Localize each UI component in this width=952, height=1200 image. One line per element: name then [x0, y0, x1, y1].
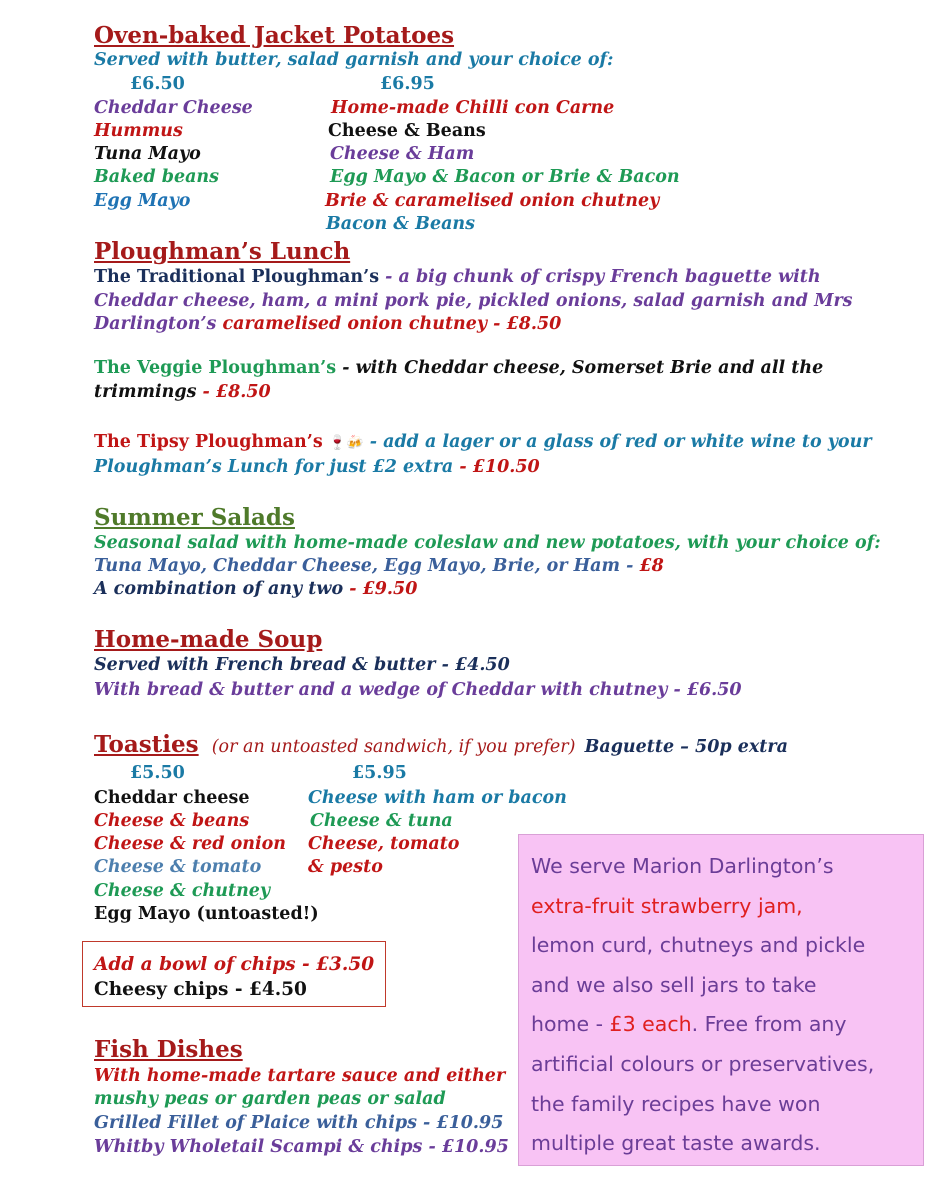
jacket-price-2: £6.95: [380, 74, 435, 94]
fish-line-2: mushy peas or garden peas or salad: [94, 1089, 446, 1109]
veggie-desc: - with Cheddar cheese, Somerset Brie and all the: [342, 358, 824, 378]
jam-line: and we also sell jars to take: [531, 972, 817, 997]
traditional-desc: - a big chunk of crispy French baguette with: [385, 267, 821, 287]
soup-line-1: Served with French bread & butter - £4.50: [94, 655, 510, 675]
tipsy-desc: - add a lager or a glass of red or white wine to your: [369, 432, 872, 452]
jacket-item: Egg Mayo: [94, 191, 191, 211]
jacket-item: Brie & caramelised onion chutney: [325, 191, 660, 211]
toasties-header: [94, 731, 788, 758]
jacket-item: Home-made Chilli con Carne: [331, 98, 615, 118]
jam-line: artificial colours or preservatives,: [531, 1051, 875, 1076]
jacket-title: Oven-baked Jacket Potatoes: [94, 22, 455, 49]
salads-combo-price: - £9.50: [349, 579, 418, 599]
ploughman-veggie: [94, 358, 823, 378]
jacket-subtitle: Served with butter, salad garnish and your choice of:: [94, 50, 614, 70]
chips-line-1: Add a bowl of chips - £3.50: [94, 954, 375, 975]
jam-line: lemon curd, chutneys and pickle: [531, 933, 866, 958]
jacket-item: Egg Mayo & Bacon or Brie & Bacon: [330, 167, 680, 187]
toastie-item: Cheese & tuna: [310, 811, 453, 831]
ploughman-tipsy: [94, 432, 872, 452]
ploughman-traditional: [94, 267, 821, 287]
fish-line-4: Whitby Wholetail Scampi & chips - £10.95: [94, 1137, 509, 1157]
jam-line-highlight: extra-fruit strawberry jam,: [531, 893, 803, 918]
jacket-item: Tuna Mayo: [94, 144, 201, 164]
jam-line: We serve Marion Darlington’s: [531, 854, 834, 878]
veggie-desc-2: trimmings - £8.50: [94, 382, 271, 402]
traditional-desc-2: Cheddar cheese, ham, a mini pork pie, pickled onions, salad garnish and Mrs: [94, 291, 853, 311]
soup-line-2: With bread & butter and a wedge of Cheddar with chutney - £6.50: [94, 680, 742, 700]
salads-price: £8: [639, 556, 664, 576]
fish-line-3: Grilled Fillet of Plaice with chips - £10.95: [94, 1113, 504, 1133]
jam-price: £3 each: [609, 1012, 692, 1037]
jacket-item: Hummus: [94, 121, 183, 141]
tipsy-price: - £10.50: [459, 457, 540, 477]
toastie-item: Egg Mayo (untoasted!): [94, 904, 319, 924]
jam-info-box: [518, 834, 924, 1166]
toastie-item: Cheese & chutney: [94, 881, 271, 901]
jam-line: multiple great taste awards.: [531, 1131, 821, 1156]
jacket-item: Bacon & Beans: [326, 214, 476, 234]
toastie-item: Cheese & tomato: [94, 857, 262, 877]
toastie-item: Cheese, tomato: [308, 834, 460, 854]
soup-title: Home-made Soup: [94, 626, 323, 653]
jacket-item: Cheese & Beans: [328, 121, 486, 141]
fish-line-1: With home-made tartare sauce and either: [94, 1066, 506, 1086]
jacket-item: Cheddar Cheese: [94, 98, 253, 118]
fish-title: Fish Dishes: [94, 1036, 243, 1063]
toastie-item: Cheddar cheese: [94, 788, 250, 808]
salads-title: Summer Salads: [94, 504, 295, 531]
toasties-baguette: Baguette – 50p extra: [584, 737, 788, 757]
veggie-name: The Veggie Ploughman’s: [94, 358, 337, 378]
jacket-item: Baked beans: [94, 167, 220, 187]
toastie-item: Cheese & beans: [94, 811, 250, 831]
toastie-item: Cheese with ham or bacon: [308, 788, 567, 808]
salads-line-3: A combination of any two - £9.50: [94, 579, 418, 599]
wine-beer-icon: 🍷🍻: [328, 435, 364, 451]
veggie-price: - £8.50: [202, 382, 271, 402]
toastie-item: Cheese & red onion: [94, 834, 287, 854]
traditional-price: - £8.50: [493, 314, 562, 334]
toasties-title: Toasties: [94, 731, 199, 758]
jacket-price-1: £6.50: [130, 74, 185, 94]
traditional-desc-3: Darlington’s caramelised onion chutney - £8.50: [94, 314, 562, 334]
tipsy-name: The Tipsy Ploughman’s: [94, 432, 323, 452]
chips-line-2: Cheesy chips - £4.50: [94, 979, 307, 1000]
salads-line-1: Seasonal salad with home-made coleslaw and new potatoes, with your choice of:: [94, 533, 881, 553]
toastie-item: & pesto: [308, 857, 383, 877]
salads-line-2: Tuna Mayo, Cheddar Cheese, Egg Mayo, Brie, or Ham - £8: [94, 556, 664, 576]
toasties-note: (or an untoasted sandwich, if you prefer): [211, 737, 576, 757]
tipsy-desc-2: Ploughman’s Lunch for just £2 extra - £10.50: [94, 457, 540, 477]
traditional-name: The Traditional Ploughman’s: [94, 267, 380, 287]
toasties-price-1: £5.50: [130, 763, 185, 783]
jam-line: home - £3 each. Free from any: [531, 1012, 847, 1037]
jacket-item: Cheese & Ham: [330, 144, 475, 164]
toasties-price-2: £5.95: [352, 763, 407, 783]
jam-line: the family recipes have won: [531, 1091, 821, 1116]
ploughman-title: Ploughman’s Lunch: [94, 238, 351, 265]
